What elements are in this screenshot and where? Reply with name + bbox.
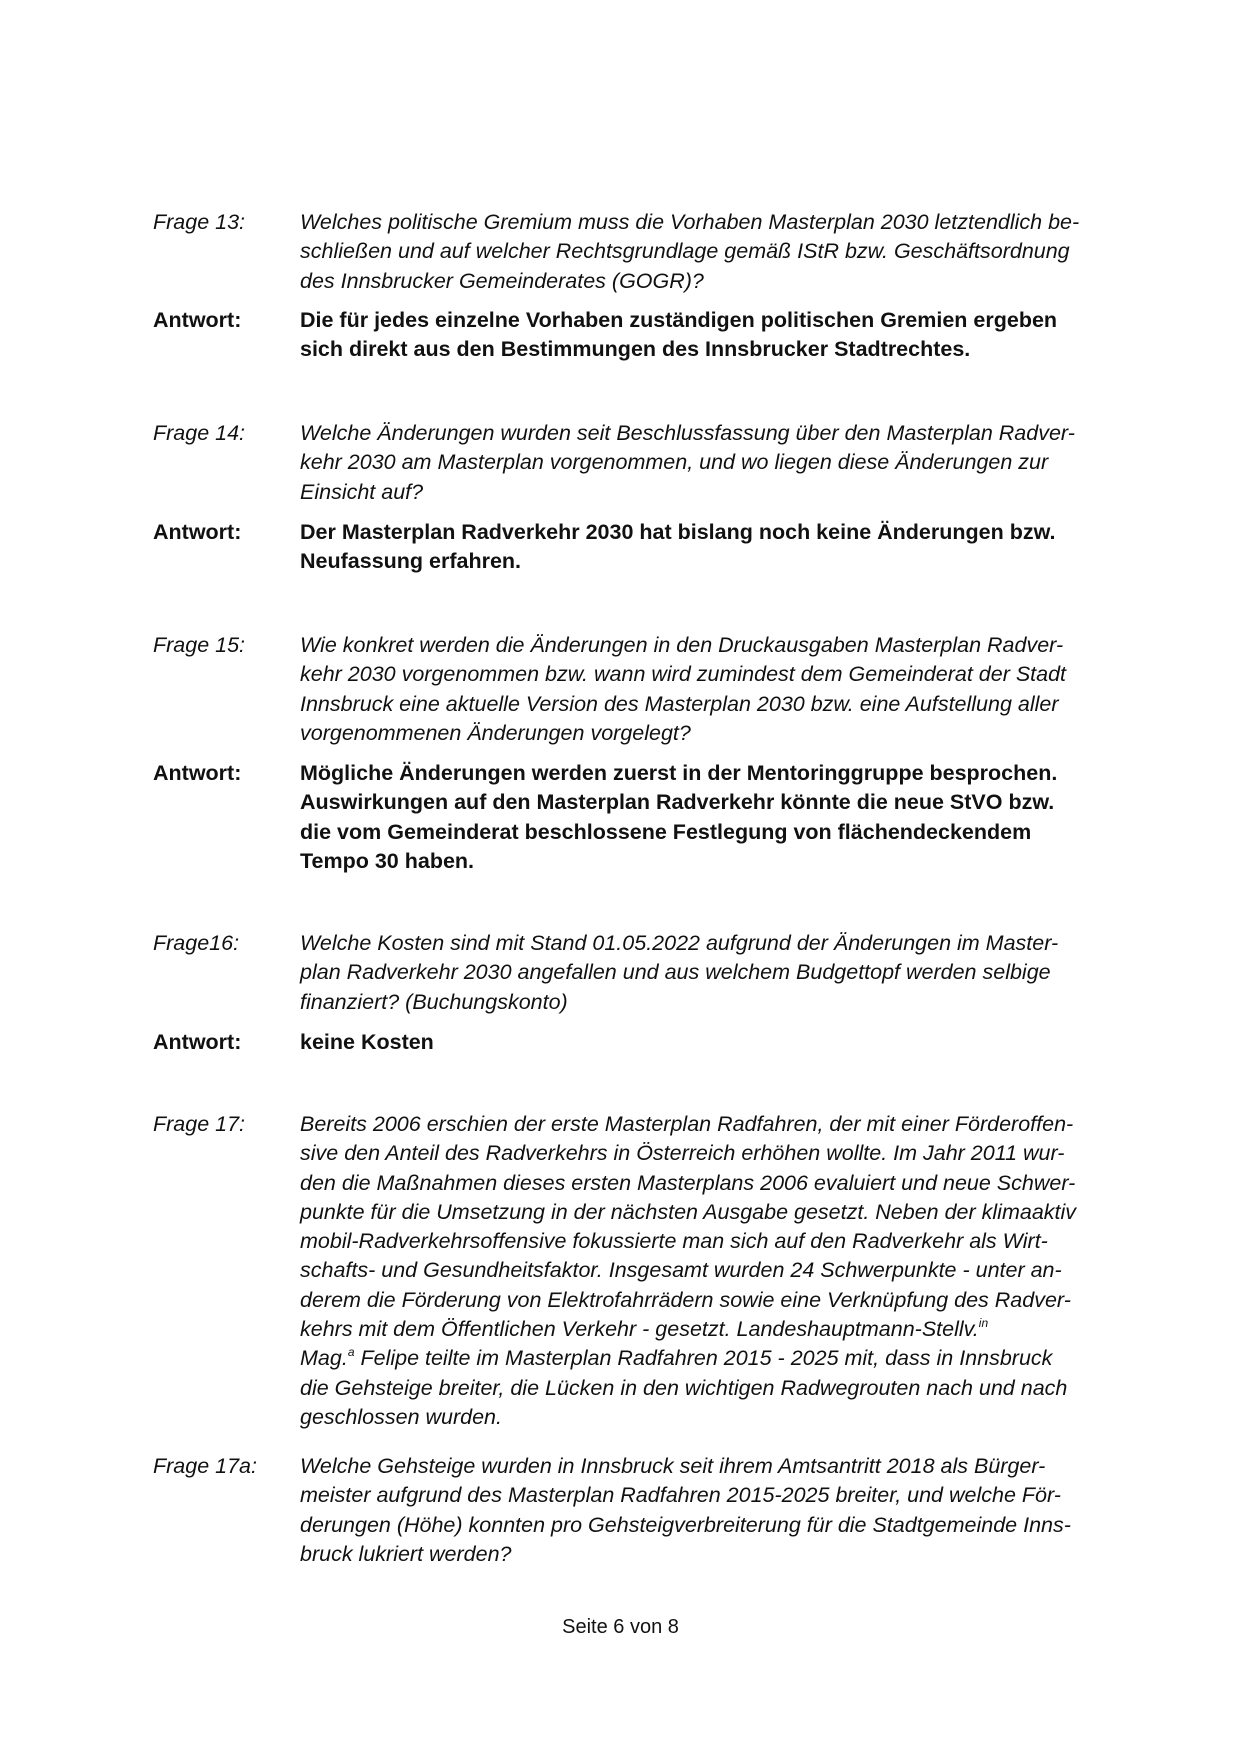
- question-block-16: [153, 929, 1133, 1017]
- question-block-15: [153, 631, 1133, 748]
- answer-block-14: [153, 518, 1133, 577]
- question-label: Frage 14:: [153, 421, 246, 445]
- text-line: Tempo 30 haben.: [300, 848, 475, 873]
- text-fragment: kehrs mit dem Öffentlichen Verkehr - gesetzt. Landeshauptmann-Stellv.: [300, 1317, 979, 1342]
- question-text: [300, 631, 1133, 748]
- text-line: die vom Gemeinderat beschlossene Festlegung von flächendeckendem: [300, 819, 1032, 844]
- text-line: den die Maßnahmen dieses ersten Masterplans 2006 evaluiert und neue Schwer-: [300, 1170, 1076, 1195]
- page-number: Seite 6 von 8: [562, 1616, 679, 1638]
- text-line: vorgenommenen Änderungen vorgelegt?: [300, 720, 691, 745]
- question-block-17a: [153, 1452, 1133, 1569]
- question-block-14: [153, 419, 1133, 507]
- question-text: [300, 929, 1133, 1017]
- answer-text: [300, 518, 1133, 577]
- text-line: meister aufgrund des Masterplan Radfahren 2015-2025 breiter, und welche För-: [300, 1483, 1061, 1508]
- answer-label: Antwort:: [153, 308, 242, 332]
- text-line: sive den Anteil des Radverkehrs in Österreich erhöhen wollte. Im Jahr 2011 wur-: [300, 1141, 1065, 1166]
- text-line: mobil-Radverkehrsoffensive fokussierte man sich auf den Radverkehr als Wirt-: [300, 1229, 1048, 1254]
- question-15: [153, 631, 1133, 748]
- text-line: die Gehsteige breiter, die Lücken in den wichtigen Radwegrouten nach und nach: [300, 1375, 1068, 1400]
- question-17a: [153, 1452, 1133, 1569]
- question-label: Frage 13:: [153, 210, 246, 234]
- superscript: a: [347, 1345, 355, 1360]
- text-line: des Innsbrucker Gemeinderates (GOGR)?: [300, 268, 704, 293]
- text-line: kehr 2030 am Masterplan vorgenommen, und wo liegen diese Änderungen zur: [300, 450, 1049, 475]
- answer-label: Antwort:: [153, 761, 242, 785]
- answer-block-16: [153, 1028, 1133, 1057]
- text-line: schafts- und Gesundheitsfaktor. Insgesamt wurden 24 Schwerpunkte - unter an-: [300, 1258, 1062, 1283]
- text-line: Wie konkret werden die Änderungen in den Druckausgaben Masterplan Radver-: [300, 633, 1064, 657]
- text-line: Innsbruck eine aktuelle Version des Masterplan 2030 bzw. eine Aufstellung aller: [300, 691, 1059, 716]
- question-label: Frage 15:: [153, 633, 246, 657]
- question-16: [153, 929, 1133, 1017]
- text-line: Bereits 2006 erschien der erste Masterplan Radfahren, der mit einer Förderoffen-: [300, 1112, 1074, 1136]
- question-block-13: [153, 208, 1133, 296]
- answer-block-13: [153, 306, 1133, 365]
- answer-14: [153, 518, 1133, 577]
- text-line: Auswirkungen auf den Masterplan Radverkehr könnte die neue StVO bzw.: [300, 790, 1055, 815]
- question-label: Frage 17:: [153, 1112, 246, 1136]
- text-line: Der Masterplan Radverkehr 2030 hat bislang noch keine Änderungen bzw.: [300, 520, 1056, 544]
- question-label: Frage 17a:: [153, 1454, 257, 1478]
- question-text: [300, 1110, 1133, 1432]
- question-label: Frage16:: [153, 931, 240, 955]
- text-fragment: Mag.: [300, 1346, 348, 1371]
- text-line: [300, 1315, 1133, 1344]
- text-line: finanziert? (Buchungskonto): [300, 989, 568, 1014]
- superscript: in: [978, 1316, 989, 1331]
- answer-16: [153, 1028, 1133, 1057]
- question-text: [300, 1452, 1133, 1569]
- text-line: schließen und auf welcher Rechtsgrundlage gemäß IStR bzw. Geschäftsordnung: [300, 239, 1070, 264]
- question-13: [153, 208, 1133, 296]
- answer-text: [300, 306, 1133, 365]
- question-text: [300, 208, 1133, 296]
- answer-13: [153, 306, 1133, 365]
- text-line: Welche Änderungen wurden seit Beschlussfassung über den Masterplan Radver-: [300, 421, 1075, 445]
- question-text: [300, 419, 1133, 507]
- text-line: Einsicht auf?: [300, 479, 424, 504]
- text-line: [300, 1344, 1133, 1373]
- text-line: Welches politische Gremium muss die Vorhaben Masterplan 2030 letztendlich be-: [300, 210, 1080, 234]
- answer-15: [153, 759, 1133, 876]
- question-block-17: [153, 1110, 1133, 1432]
- answer-text: [300, 759, 1133, 876]
- answer-text: [300, 1028, 1133, 1057]
- text-line: Welche Kosten sind mit Stand 01.05.2022 aufgrund der Änderungen im Master-: [300, 931, 1059, 955]
- text-fragment: Felipe teilte im Masterplan Radfahren 2015 - 2025 mit, dass in Innsbruck: [354, 1346, 1053, 1371]
- text-line: plan Radverkehr 2030 angefallen und aus welchem Budgettopf werden selbige: [300, 960, 1051, 985]
- question-14: [153, 419, 1133, 507]
- answer-label: Antwort:: [153, 1030, 242, 1054]
- text-line: punkte für die Umsetzung in der nächsten Ausgabe gesetzt. Neben der klimaaktiv: [300, 1199, 1077, 1224]
- text-line: derungen (Höhe) konnten pro Gehsteigverbreiterung für die Stadtgemeinde Inns-: [300, 1512, 1071, 1537]
- text-line: Neufassung erfahren.: [300, 549, 522, 574]
- text-line: kehr 2030 vorgenommen bzw. wann wird zumindest dem Gemeinderat der Stadt: [300, 662, 1067, 687]
- text-line: sich direkt aus den Bestimmungen des Innsbrucker Stadtrechtes.: [300, 337, 971, 362]
- question-17: [153, 1110, 1133, 1432]
- text-line: Welche Gehsteige wurden in Innsbruck seit ihrem Amtsantritt 2018 als Bürger-: [300, 1454, 1046, 1478]
- text-line: Mögliche Änderungen werden zuerst in der Mentoringgruppe besprochen.: [300, 761, 1058, 785]
- text-line: keine Kosten: [300, 1030, 434, 1054]
- text-line: geschlossen wurden.: [300, 1404, 502, 1429]
- text-line: bruck lukriert werden?: [300, 1541, 512, 1566]
- text-line: derem die Förderung von Elektrofahrrädern sowie eine Verknüpfung des Radver-: [300, 1287, 1071, 1312]
- answer-label: Antwort:: [153, 520, 242, 544]
- text-line: Die für jedes einzelne Vorhaben zuständigen politischen Gremien ergeben: [300, 308, 1058, 332]
- answer-block-15: [153, 759, 1133, 876]
